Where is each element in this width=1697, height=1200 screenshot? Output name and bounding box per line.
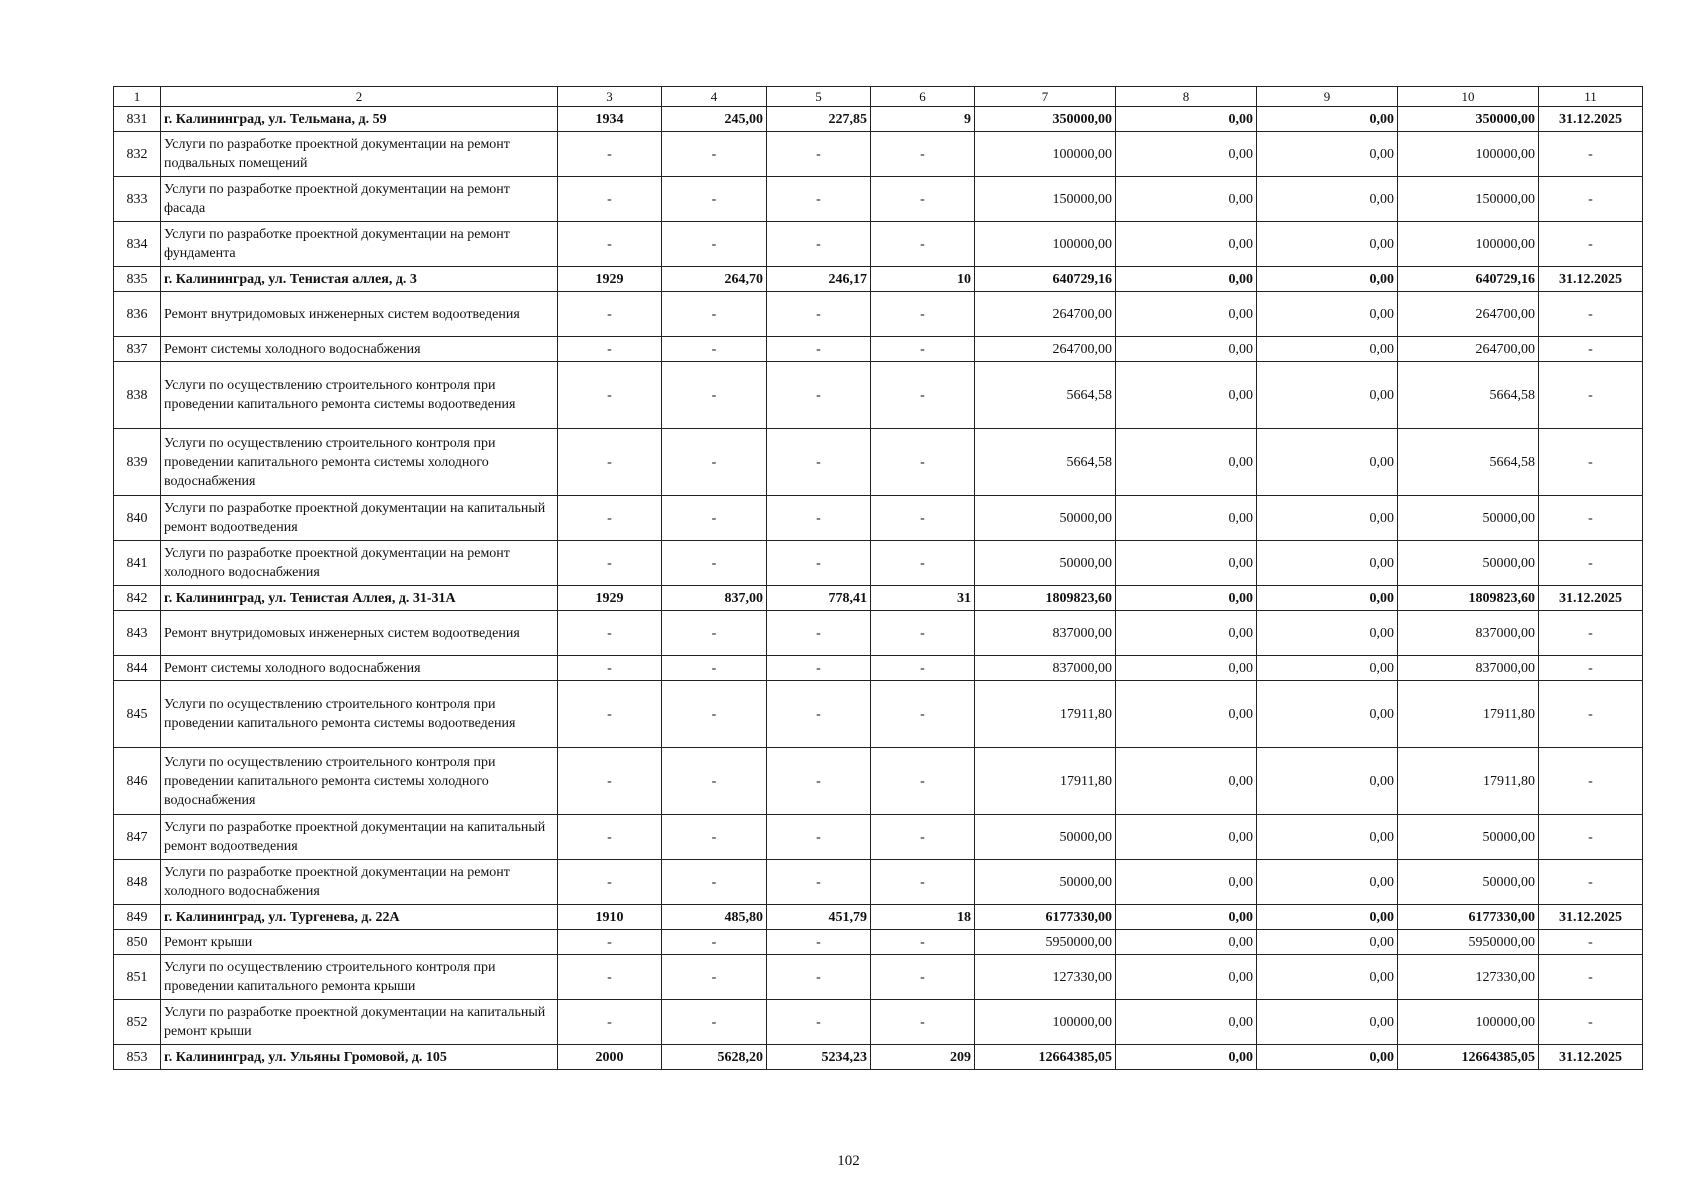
- cell-col8: 0,00: [1116, 586, 1257, 611]
- cell-col7: 100000,00: [975, 222, 1116, 267]
- row-number: 844: [114, 656, 161, 681]
- cell-col4: -: [662, 656, 767, 681]
- row-number: 839: [114, 429, 161, 496]
- address-row: [114, 1045, 1643, 1070]
- row-name: г. Калининград, ул. Тельмана, д. 59: [161, 107, 558, 132]
- cell-col7: 264700,00: [975, 292, 1116, 337]
- cell-col8: 0,00: [1116, 541, 1257, 586]
- cell-col10: 150000,00: [1398, 177, 1539, 222]
- row-number: 848: [114, 860, 161, 905]
- cell-col4: -: [662, 496, 767, 541]
- cell-col9: 0,00: [1257, 541, 1398, 586]
- cell-col8: 0,00: [1116, 429, 1257, 496]
- cell-col11: -: [1539, 337, 1643, 362]
- cell-col3: 1910: [558, 905, 662, 930]
- cell-col4: -: [662, 1000, 767, 1045]
- cell-col6: -: [871, 1000, 975, 1045]
- cell-col3: -: [558, 815, 662, 860]
- cell-col9: 0,00: [1257, 496, 1398, 541]
- row-name: Услуги по разработке проектной документации на ремонт холодного водоснабжения: [161, 541, 558, 586]
- cell-col6: 31: [871, 586, 975, 611]
- col-header-7: 7: [975, 87, 1116, 107]
- cell-col6: 18: [871, 905, 975, 930]
- cell-col8: 0,00: [1116, 337, 1257, 362]
- cell-col6: -: [871, 611, 975, 656]
- cell-col6: 9: [871, 107, 975, 132]
- cell-col3: 2000: [558, 1045, 662, 1070]
- cell-col4: -: [662, 177, 767, 222]
- table-row: [114, 955, 1643, 1000]
- cell-col4: -: [662, 681, 767, 748]
- cell-col11: -: [1539, 429, 1643, 496]
- row-name: г. Калининград, ул. Тенистая аллея, д. 3: [161, 267, 558, 292]
- cell-col4: 485,80: [662, 905, 767, 930]
- table-row: [114, 429, 1643, 496]
- row-name: Ремонт системы холодного водоснабжения: [161, 656, 558, 681]
- cell-col10: 100000,00: [1398, 222, 1539, 267]
- cell-col7: 5664,58: [975, 429, 1116, 496]
- cell-col5: -: [767, 541, 871, 586]
- row-number: 837: [114, 337, 161, 362]
- cell-col5: 246,17: [767, 267, 871, 292]
- cell-col3: -: [558, 955, 662, 1000]
- cell-col3: 1929: [558, 267, 662, 292]
- row-name: Ремонт крыши: [161, 930, 558, 955]
- cell-col11: -: [1539, 656, 1643, 681]
- cell-col3: -: [558, 496, 662, 541]
- cell-col10: 50000,00: [1398, 496, 1539, 541]
- table-row: [114, 541, 1643, 586]
- cell-col8: 0,00: [1116, 292, 1257, 337]
- cell-col4: -: [662, 429, 767, 496]
- cell-col6: -: [871, 496, 975, 541]
- cell-col6: -: [871, 177, 975, 222]
- cell-col8: 0,00: [1116, 132, 1257, 177]
- table-row: [114, 815, 1643, 860]
- cell-col8: 0,00: [1116, 611, 1257, 656]
- cell-col3: -: [558, 362, 662, 429]
- row-name: Ремонт внутридомовых инженерных систем водоотведения: [161, 611, 558, 656]
- table-row: [114, 132, 1643, 177]
- cell-col11: -: [1539, 1000, 1643, 1045]
- cell-col5: -: [767, 1000, 871, 1045]
- cell-col8: 0,00: [1116, 362, 1257, 429]
- cell-col7: 1809823,60: [975, 586, 1116, 611]
- table-row: [114, 860, 1643, 905]
- cell-col9: 0,00: [1257, 656, 1398, 681]
- table-row: [114, 362, 1643, 429]
- cell-col6: -: [871, 748, 975, 815]
- cell-col8: 0,00: [1116, 681, 1257, 748]
- cell-col3: -: [558, 177, 662, 222]
- cell-col8: 0,00: [1116, 905, 1257, 930]
- address-row: [114, 586, 1643, 611]
- cell-col7: 5664,58: [975, 362, 1116, 429]
- cell-col4: -: [662, 611, 767, 656]
- cell-col5: -: [767, 222, 871, 267]
- cell-col7: 50000,00: [975, 541, 1116, 586]
- table-row: [114, 930, 1643, 955]
- cell-col9: 0,00: [1257, 681, 1398, 748]
- cell-col4: -: [662, 748, 767, 815]
- cell-col8: 0,00: [1116, 222, 1257, 267]
- cell-col11: -: [1539, 930, 1643, 955]
- cell-col6: -: [871, 429, 975, 496]
- cell-col7: 17911,80: [975, 748, 1116, 815]
- col-header-5: 5: [767, 87, 871, 107]
- cell-col7: 50000,00: [975, 496, 1116, 541]
- cell-col11: -: [1539, 955, 1643, 1000]
- row-name: Услуги по осуществлению строительного контроля при проведении капитального ремонта системы холодного водоснабжения: [161, 429, 558, 496]
- cell-col5: -: [767, 748, 871, 815]
- row-name: Услуги по разработке проектной документации на капитальный ремонт крыши: [161, 1000, 558, 1045]
- cell-col6: -: [871, 681, 975, 748]
- table-row: [114, 496, 1643, 541]
- cell-col8: 0,00: [1116, 107, 1257, 132]
- cell-col11: -: [1539, 222, 1643, 267]
- cell-col3: 1929: [558, 586, 662, 611]
- cell-col9: 0,00: [1257, 177, 1398, 222]
- cell-col10: 12664385,05: [1398, 1045, 1539, 1070]
- cell-col7: 6177330,00: [975, 905, 1116, 930]
- cell-col5: -: [767, 429, 871, 496]
- cell-col3: -: [558, 429, 662, 496]
- cell-col4: -: [662, 222, 767, 267]
- cell-col10: 264700,00: [1398, 337, 1539, 362]
- row-name: Услуги по разработке проектной документации на ремонт фундамента: [161, 222, 558, 267]
- cell-col3: -: [558, 337, 662, 362]
- address-row: [114, 905, 1643, 930]
- cell-col7: 50000,00: [975, 815, 1116, 860]
- row-name: Услуги по осуществлению строительного контроля при проведении капитального ремонта системы водоотведения: [161, 362, 558, 429]
- cell-col5: -: [767, 177, 871, 222]
- cell-col10: 350000,00: [1398, 107, 1539, 132]
- cell-col10: 5664,58: [1398, 429, 1539, 496]
- col-header-6: 6: [871, 87, 975, 107]
- cell-col3: -: [558, 930, 662, 955]
- cell-col6: -: [871, 656, 975, 681]
- cell-col8: 0,00: [1116, 930, 1257, 955]
- cell-col5: 451,79: [767, 905, 871, 930]
- cell-col9: 0,00: [1257, 815, 1398, 860]
- col-header-10: 10: [1398, 87, 1539, 107]
- table-row: [114, 748, 1643, 815]
- cell-col8: 0,00: [1116, 1045, 1257, 1070]
- cell-col3: -: [558, 541, 662, 586]
- cell-col4: -: [662, 292, 767, 337]
- row-number: 838: [114, 362, 161, 429]
- cell-col11: -: [1539, 132, 1643, 177]
- cell-col7: 100000,00: [975, 1000, 1116, 1045]
- cell-col6: -: [871, 222, 975, 267]
- row-name: Ремонт внутридомовых инженерных систем водоотведения: [161, 292, 558, 337]
- cell-col8: 0,00: [1116, 815, 1257, 860]
- cell-col4: -: [662, 815, 767, 860]
- cell-col4: 5628,20: [662, 1045, 767, 1070]
- cell-col9: 0,00: [1257, 860, 1398, 905]
- cell-col10: 837000,00: [1398, 656, 1539, 681]
- cell-col5: -: [767, 292, 871, 337]
- cell-col9: 0,00: [1257, 955, 1398, 1000]
- row-name: Услуги по разработке проектной документации на ремонт холодного водоснабжения: [161, 860, 558, 905]
- row-name: Услуги по разработке проектной документации на капитальный ремонт водоотведения: [161, 815, 558, 860]
- row-name: Услуги по осуществлению строительного контроля при проведении капитального ремонта системы холодного водоснабжения: [161, 748, 558, 815]
- cell-col9: 0,00: [1257, 611, 1398, 656]
- row-number: 843: [114, 611, 161, 656]
- cell-col3: -: [558, 748, 662, 815]
- cell-col3: -: [558, 860, 662, 905]
- col-header-1: 1: [114, 87, 161, 107]
- row-number: 842: [114, 586, 161, 611]
- cell-col11: -: [1539, 681, 1643, 748]
- cell-col9: 0,00: [1257, 748, 1398, 815]
- row-number: 832: [114, 132, 161, 177]
- cell-col11: -: [1539, 177, 1643, 222]
- cell-col5: -: [767, 860, 871, 905]
- cell-col7: 350000,00: [975, 107, 1116, 132]
- cell-col10: 100000,00: [1398, 132, 1539, 177]
- row-number: 833: [114, 177, 161, 222]
- cell-col10: 50000,00: [1398, 860, 1539, 905]
- cell-col7: 837000,00: [975, 611, 1116, 656]
- cell-col9: 0,00: [1257, 132, 1398, 177]
- cell-col11: 31.12.2025: [1539, 267, 1643, 292]
- cell-col10: 5950000,00: [1398, 930, 1539, 955]
- cell-col7: 50000,00: [975, 860, 1116, 905]
- cell-col7: 640729,16: [975, 267, 1116, 292]
- cell-col6: -: [871, 860, 975, 905]
- cell-col5: -: [767, 362, 871, 429]
- col-header-8: 8: [1116, 87, 1257, 107]
- row-name: Услуги по осуществлению строительного контроля при проведении капитального ремонта системы водоотведения: [161, 681, 558, 748]
- cell-col5: -: [767, 681, 871, 748]
- col-header-2: 2: [161, 87, 558, 107]
- cell-col7: 127330,00: [975, 955, 1116, 1000]
- cell-col5: 5234,23: [767, 1045, 871, 1070]
- cell-col6: -: [871, 132, 975, 177]
- row-number: 834: [114, 222, 161, 267]
- cell-col9: 0,00: [1257, 930, 1398, 955]
- cell-col5: -: [767, 656, 871, 681]
- cell-col4: -: [662, 337, 767, 362]
- cell-col7: 5950000,00: [975, 930, 1116, 955]
- cell-col4: -: [662, 541, 767, 586]
- cell-col9: 0,00: [1257, 337, 1398, 362]
- cell-col4: -: [662, 860, 767, 905]
- cell-col7: 12664385,05: [975, 1045, 1116, 1070]
- cell-col10: 50000,00: [1398, 815, 1539, 860]
- cell-col8: 0,00: [1116, 860, 1257, 905]
- row-number: 847: [114, 815, 161, 860]
- cell-col11: 31.12.2025: [1539, 586, 1643, 611]
- table-row: [114, 222, 1643, 267]
- row-number: 841: [114, 541, 161, 586]
- cell-col3: 1934: [558, 107, 662, 132]
- row-number: 850: [114, 930, 161, 955]
- row-number: 831: [114, 107, 161, 132]
- cell-col9: 0,00: [1257, 429, 1398, 496]
- cell-col10: 6177330,00: [1398, 905, 1539, 930]
- cell-col11: -: [1539, 860, 1643, 905]
- row-name: г. Калининград, ул. Тенистая Аллея, д. 31-31А: [161, 586, 558, 611]
- cell-col6: -: [871, 292, 975, 337]
- cell-col6: 10: [871, 267, 975, 292]
- cell-col7: 264700,00: [975, 337, 1116, 362]
- cell-col11: -: [1539, 496, 1643, 541]
- cell-col3: -: [558, 292, 662, 337]
- cell-col8: 0,00: [1116, 748, 1257, 815]
- col-header-11: 11: [1539, 87, 1643, 107]
- cell-col8: 0,00: [1116, 656, 1257, 681]
- row-number: 846: [114, 748, 161, 815]
- cell-col3: -: [558, 1000, 662, 1045]
- cell-col5: -: [767, 496, 871, 541]
- table-row: [114, 656, 1643, 681]
- cell-col9: 0,00: [1257, 292, 1398, 337]
- cell-col5: -: [767, 611, 871, 656]
- cell-col11: 31.12.2025: [1539, 905, 1643, 930]
- cell-col4: 264,70: [662, 267, 767, 292]
- cell-col8: 0,00: [1116, 955, 1257, 1000]
- table-row: [114, 337, 1643, 362]
- table-row: [114, 611, 1643, 656]
- cell-col7: 837000,00: [975, 656, 1116, 681]
- cell-col6: -: [871, 930, 975, 955]
- cell-col8: 0,00: [1116, 267, 1257, 292]
- cell-col6: -: [871, 362, 975, 429]
- cell-col11: -: [1539, 748, 1643, 815]
- cell-col10: 17911,80: [1398, 681, 1539, 748]
- cell-col5: 778,41: [767, 586, 871, 611]
- row-number: 849: [114, 905, 161, 930]
- row-name: г. Калининград, ул. Ульяны Громовой, д. 105: [161, 1045, 558, 1070]
- cell-col10: 1809823,60: [1398, 586, 1539, 611]
- cell-col4: 245,00: [662, 107, 767, 132]
- row-name: г. Калининград, ул. Тургенева, д. 22А: [161, 905, 558, 930]
- cell-col11: -: [1539, 292, 1643, 337]
- col-header-9: 9: [1257, 87, 1398, 107]
- cell-col8: 0,00: [1116, 496, 1257, 541]
- row-name: Ремонт системы холодного водоснабжения: [161, 337, 558, 362]
- cell-col6: -: [871, 541, 975, 586]
- table-row: [114, 177, 1643, 222]
- cell-col7: 17911,80: [975, 681, 1116, 748]
- cell-col6: 209: [871, 1045, 975, 1070]
- cell-col4: -: [662, 362, 767, 429]
- cell-col3: -: [558, 611, 662, 656]
- cell-col8: 0,00: [1116, 177, 1257, 222]
- column-number-row: [114, 87, 1643, 107]
- row-number: 835: [114, 267, 161, 292]
- col-header-4: 4: [662, 87, 767, 107]
- cell-col9: 0,00: [1257, 222, 1398, 267]
- row-name: Услуги по осуществлению строительного контроля при проведении капитального ремонта крыши: [161, 955, 558, 1000]
- cell-col9: 0,00: [1257, 586, 1398, 611]
- cell-col6: -: [871, 955, 975, 1000]
- table-row: [114, 1000, 1643, 1045]
- row-number: 853: [114, 1045, 161, 1070]
- row-number: 851: [114, 955, 161, 1000]
- row-number: 840: [114, 496, 161, 541]
- repair-program-table: [113, 86, 1643, 1070]
- cell-col10: 837000,00: [1398, 611, 1539, 656]
- cell-col10: 264700,00: [1398, 292, 1539, 337]
- cell-col5: -: [767, 955, 871, 1000]
- table-body: [114, 107, 1643, 1070]
- cell-col11: 31.12.2025: [1539, 107, 1643, 132]
- cell-col11: -: [1539, 362, 1643, 429]
- cell-col5: -: [767, 930, 871, 955]
- cell-col5: 227,85: [767, 107, 871, 132]
- cell-col10: 127330,00: [1398, 955, 1539, 1000]
- cell-col11: -: [1539, 611, 1643, 656]
- cell-col9: 0,00: [1257, 1000, 1398, 1045]
- cell-col9: 0,00: [1257, 362, 1398, 429]
- cell-col11: -: [1539, 815, 1643, 860]
- cell-col9: 0,00: [1257, 107, 1398, 132]
- cell-col10: 17911,80: [1398, 748, 1539, 815]
- cell-col3: -: [558, 656, 662, 681]
- cell-col6: -: [871, 815, 975, 860]
- cell-col4: -: [662, 955, 767, 1000]
- cell-col9: 0,00: [1257, 1045, 1398, 1070]
- table-row: [114, 292, 1643, 337]
- cell-col10: 5664,58: [1398, 362, 1539, 429]
- row-name: Услуги по разработке проектной документации на ремонт фасада: [161, 177, 558, 222]
- col-header-3: 3: [558, 87, 662, 107]
- cell-col9: 0,00: [1257, 267, 1398, 292]
- table-row: [114, 681, 1643, 748]
- cell-col4: -: [662, 132, 767, 177]
- cell-col11: 31.12.2025: [1539, 1045, 1643, 1070]
- address-row: [114, 267, 1643, 292]
- cell-col3: -: [558, 132, 662, 177]
- row-number: 845: [114, 681, 161, 748]
- cell-col10: 100000,00: [1398, 1000, 1539, 1045]
- address-row: [114, 107, 1643, 132]
- row-number: 836: [114, 292, 161, 337]
- cell-col4: -: [662, 930, 767, 955]
- cell-col7: 150000,00: [975, 177, 1116, 222]
- cell-col5: -: [767, 337, 871, 362]
- cell-col5: -: [767, 132, 871, 177]
- page-number: 102: [837, 1153, 860, 1169]
- cell-col6: -: [871, 337, 975, 362]
- cell-col7: 100000,00: [975, 132, 1116, 177]
- row-name: Услуги по разработке проектной документации на капитальный ремонт водоотведения: [161, 496, 558, 541]
- row-number: 852: [114, 1000, 161, 1045]
- cell-col11: -: [1539, 541, 1643, 586]
- cell-col9: 0,00: [1257, 905, 1398, 930]
- cell-col3: -: [558, 222, 662, 267]
- cell-col8: 0,00: [1116, 1000, 1257, 1045]
- cell-col4: 837,00: [662, 586, 767, 611]
- cell-col10: 640729,16: [1398, 267, 1539, 292]
- row-name: Услуги по разработке проектной документации на ремонт подвальных помещений: [161, 132, 558, 177]
- cell-col3: -: [558, 681, 662, 748]
- cell-col10: 50000,00: [1398, 541, 1539, 586]
- cell-col5: -: [767, 815, 871, 860]
